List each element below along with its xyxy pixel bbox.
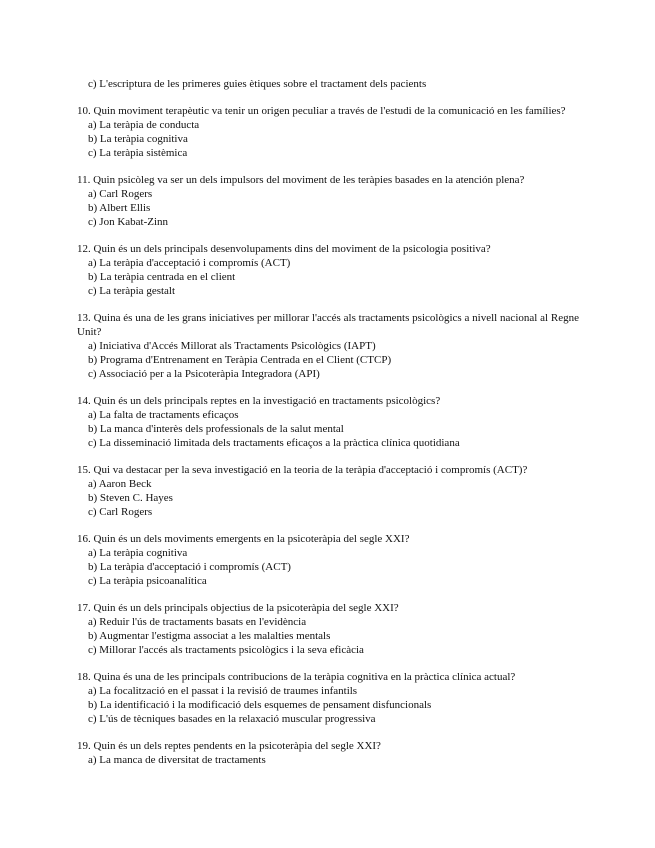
option-c: c) Carl Rogers (88, 506, 153, 518)
option-a: a) La teràpia cognitiva (88, 547, 188, 559)
question-16 (77, 532, 579, 588)
question-15 (77, 463, 579, 519)
option-c: c) La teràpia psicoanalítica (88, 575, 207, 587)
question-18 (77, 670, 579, 726)
question-19 (77, 739, 579, 767)
option-b: b) La teràpia centrada en el client (88, 271, 236, 283)
option-a: a) La teràpia de conducta (88, 119, 200, 131)
option-b: b) Augmentar l'estigma associat a les malalties mentals (88, 630, 331, 642)
option-a: a) La teràpia d'acceptació i compromís (ACT) (88, 257, 291, 269)
option-c: c) Associació per a la Psicoteràpia Integradora (API) (88, 368, 320, 380)
document-page (77, 77, 579, 767)
option-a: a) La focalització en el passat i la revisió de traumes infantils (88, 685, 358, 697)
question-text: 11. Quin psicòleg va ser un dels impulsors del moviment de les teràpies basades en la atención plena? (77, 174, 525, 186)
question-text: 13. Quina és una de les grans iniciatives per millorar l'accés als tractaments psicològics a nivell nacional al Regne Unit? (77, 312, 579, 338)
option-b: b) Steven C. Hayes (88, 492, 173, 504)
question-14 (77, 394, 579, 450)
question-text: 12. Quin és un dels principals desenvolupaments dins del moviment de la psicologia positiva? (77, 243, 491, 255)
carryover-option-c: c) L'escriptura de les primeres guies ètiques sobre el tractament dels pacients (88, 78, 427, 90)
option-a: a) Reduir l'ús de tractaments basats en l'evidència (88, 616, 307, 628)
option-c: c) La disseminació limitada dels tractaments eficaços a la pràctica clínica quotidiana (88, 437, 460, 449)
question-text: 19. Quin és un dels reptes pendents en la psicoteràpia del segle XXI? (77, 740, 381, 752)
question-13 (77, 311, 579, 381)
question-17 (77, 601, 579, 657)
option-a: a) La manca de diversitat de tractaments (88, 754, 266, 766)
question-text: 16. Quin és un dels moviments emergents en la psicoteràpia del segle XXI? (77, 533, 410, 545)
option-c: c) La teràpia sistèmica (88, 147, 188, 159)
question-text: 15. Qui va destacar per la seva investigació en la teoria de la teràpia d'acceptació i compromís (ACT)? (77, 464, 528, 476)
question-text: 14. Quin és un dels principals reptes en la investigació en tractaments psicològics? (77, 395, 441, 407)
option-c: c) Millorar l'accés als tractaments psicològics i la seva eficàcia (88, 644, 364, 656)
option-b: b) La teràpia d'acceptació i compromís (ACT) (88, 561, 291, 573)
option-c: c) Jon Kabat-Zinn (88, 216, 169, 228)
option-a: a) La falta de tractaments eficaços (88, 409, 239, 421)
option-a: a) Aaron Beck (88, 478, 152, 490)
question-12 (77, 242, 579, 298)
option-a: a) Iniciativa d'Accés Millorat als Tractaments Psicològics (IAPT) (88, 340, 376, 352)
question-text: 10. Quin moviment terapèutic va tenir un origen peculiar a través de l'estudi de la comunicació en les famílies? (77, 105, 566, 117)
option-a: a) Carl Rogers (88, 188, 153, 200)
question-text: 18. Quina és una de les principals contribucions de la teràpia cognitiva en la pràctica clínica actual? (77, 671, 516, 683)
question-text: 17. Quin és un dels principals objectius de la psicoteràpia del segle XXI? (77, 602, 399, 614)
option-b: b) Programa d'Entrenament en Teràpia Centrada en el Client (CTCP) (88, 354, 392, 366)
option-c: c) L'ús de tècniques basades en la relaxació muscular progressiva (88, 713, 376, 725)
question-10 (77, 104, 579, 160)
option-b: b) Albert Ellis (88, 202, 151, 214)
option-b: b) La manca d'interès dels professionals de la salut mental (88, 423, 344, 435)
option-c: c) La teràpia gestalt (88, 285, 176, 297)
option-b: b) La identificació i la modificació dels esquemes de pensament disfuncionals (88, 699, 432, 711)
option-b: b) La teràpia cognitiva (88, 133, 188, 145)
question-11 (77, 173, 579, 229)
